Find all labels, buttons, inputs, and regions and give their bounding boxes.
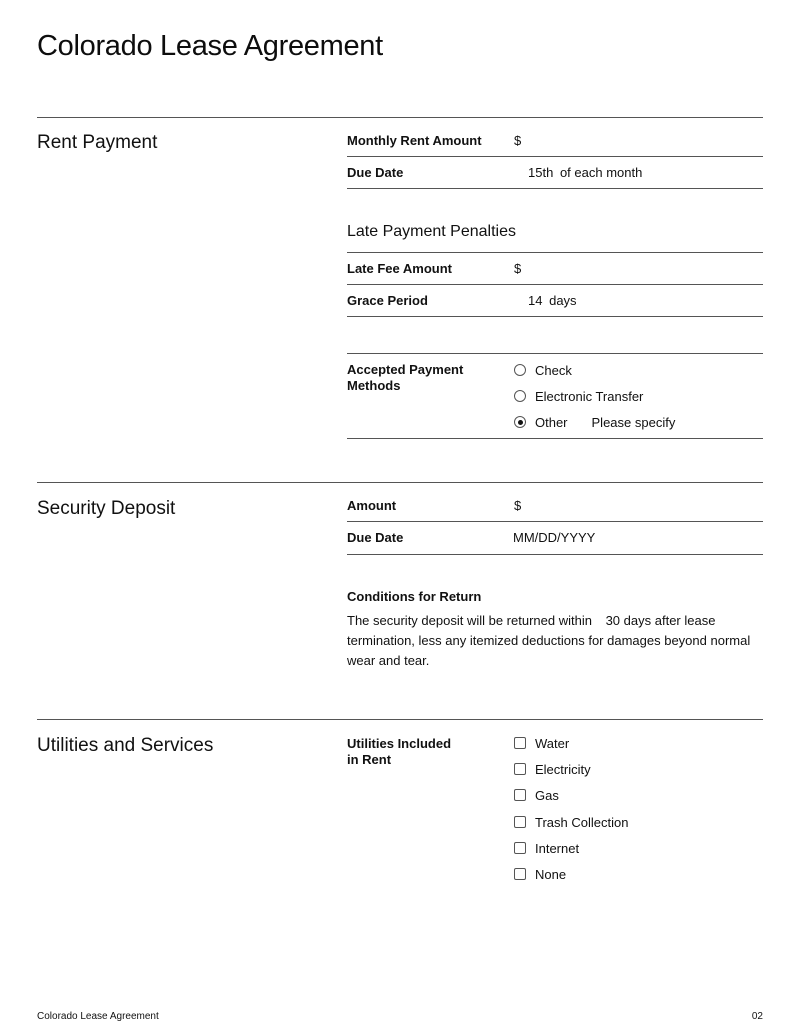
radio-checked-icon[interactable] [514, 416, 526, 428]
option-label: Electronic Transfer [535, 388, 644, 404]
currency-symbol: $ [514, 133, 522, 148]
late-fee-label: Late Fee Amount [347, 261, 452, 276]
payment-option-electronic-transfer[interactable] [514, 388, 643, 404]
late-fee-field[interactable] [514, 261, 521, 277]
payment-methods-label-line2: Methods [347, 378, 401, 393]
field-divider [347, 521, 763, 522]
utility-option-trash-collection[interactable] [514, 814, 628, 830]
checkbox-icon[interactable] [514, 842, 526, 854]
option-label: Check [535, 362, 572, 378]
field-divider [347, 156, 763, 157]
checkbox-icon[interactable] [514, 737, 526, 749]
checkbox-icon[interactable] [514, 763, 526, 775]
grace-period-label: Grace Period [347, 293, 428, 308]
option-label: Water [535, 735, 570, 751]
currency-symbol: $ [514, 498, 522, 513]
rent-due-date-field[interactable] [528, 165, 642, 181]
document-title: Colorado Lease Agreement [37, 30, 383, 62]
field-divider [347, 188, 763, 189]
grace-period-value: 14 [528, 293, 543, 308]
section-divider [37, 719, 763, 720]
payment-option-check[interactable] [514, 362, 572, 378]
other-specify-input[interactable]: Please specify [591, 414, 676, 430]
option-label: Electricity [535, 761, 591, 777]
utility-option-electricity[interactable] [514, 761, 591, 777]
field-divider [347, 284, 763, 285]
conditions-text-part: The security deposit will be returned within [347, 613, 592, 628]
footer-title: Colorado Lease Agreement [37, 1011, 159, 1022]
utility-option-water[interactable] [514, 735, 569, 751]
late-penalties-title: Late Payment Penalties [347, 223, 516, 240]
payment-option-other[interactable] [514, 414, 675, 430]
section-title-utilities: Utilities and Services [37, 735, 214, 756]
field-divider [347, 316, 763, 317]
conditions-text-line: wear and tear. [347, 653, 430, 668]
monthly-rent-field[interactable] [514, 133, 521, 149]
utilities-label-line2: in Rent [347, 752, 392, 767]
conditions-title: Conditions for Return [347, 589, 482, 604]
field-divider [347, 438, 763, 439]
radio-unchecked-icon[interactable] [514, 364, 526, 376]
deposit-amount-field[interactable] [514, 498, 521, 514]
option-label: Other [535, 414, 568, 430]
option-label: Gas [535, 787, 559, 803]
section-divider [37, 482, 763, 483]
grace-period-suffix: days [549, 293, 577, 308]
rent-due-date-label: Due Date [347, 165, 404, 180]
page-number: 02 [751, 1011, 763, 1022]
conditions-text [347, 611, 767, 671]
utility-option-internet[interactable] [514, 840, 579, 856]
checkbox-icon[interactable] [514, 789, 526, 801]
checkbox-icon[interactable] [514, 868, 526, 880]
field-divider [347, 554, 763, 555]
conditions-text-part: days after lease [623, 613, 716, 628]
conditions-text-line: termination, less any itemized deductions for damages beyond normal [347, 633, 751, 648]
option-label: None [535, 866, 567, 882]
utilities-label-line1: Utilities Included [347, 736, 452, 751]
due-day-suffix: of each month [559, 165, 643, 180]
payment-methods-label [347, 362, 463, 394]
checkbox-icon[interactable] [514, 816, 526, 828]
return-days-field[interactable]: 30 [605, 613, 621, 628]
currency-symbol: $ [514, 261, 522, 276]
deposit-amount-label: Amount [347, 498, 397, 513]
grace-period-field[interactable] [528, 293, 577, 309]
section-divider [37, 117, 763, 118]
due-day-value: 15th [528, 165, 554, 180]
deposit-due-date-label: Due Date [347, 530, 404, 545]
option-label: Internet [535, 840, 580, 856]
utility-option-gas[interactable] [514, 787, 559, 803]
payment-methods-label-line1: Accepted Payment [347, 362, 464, 377]
deposit-due-date-field[interactable]: MM/DD/YYYY [513, 530, 596, 545]
option-label: Trash Collection [535, 814, 629, 830]
utility-option-none[interactable] [514, 866, 566, 882]
radio-unchecked-icon[interactable] [514, 390, 526, 402]
field-divider [347, 252, 763, 253]
monthly-rent-label: Monthly Rent Amount [347, 133, 482, 148]
field-divider [347, 353, 763, 354]
section-title-rent-payment: Rent Payment [37, 132, 158, 153]
utilities-label [347, 736, 451, 768]
section-title-security-deposit: Security Deposit [37, 498, 176, 519]
